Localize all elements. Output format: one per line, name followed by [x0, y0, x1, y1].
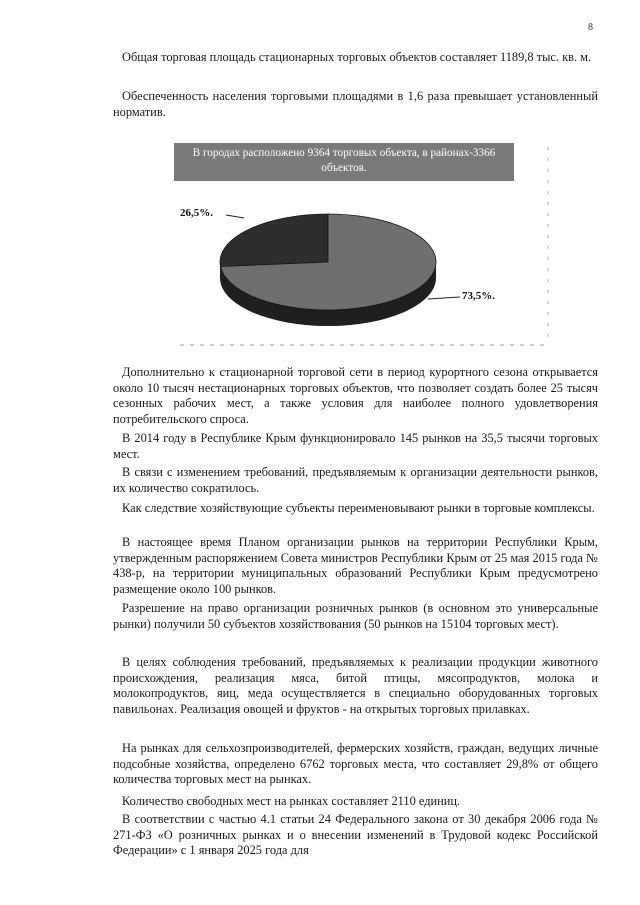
- page-number: 8: [588, 22, 593, 33]
- paragraph-renaming: Как следствие хозяйствующие субъекты переименовывают рынки в торговые комплексы.: [122, 501, 595, 515]
- paragraph-markets-2014: В 2014 году в Республике Крым функционировало 145 рынков на 35,5 тысячи торговых мест.: [113, 431, 598, 461]
- paragraph-free-places: Количество свободных мест на рынках составляет 2110 единиц.: [122, 794, 461, 808]
- slice-label-large: 73,5%.: [462, 290, 495, 302]
- pie-slice-small: [220, 214, 328, 267]
- paragraph-requirements: В связи с изменением требований, предъявляемым к организации деятельности рынков, их количество сократилось.: [113, 465, 598, 495]
- slice-label-small: 26,5%.: [180, 207, 213, 219]
- paragraph-law: В соответствии с частью 4.1 статьи 24 Федерального закона от 30 декабря 2006 года № 271-ФЗ «О розничных рынках и о внесении изменений в Трудовой кодекс Российской Федерации» с 1 января 2025 года для: [113, 812, 598, 858]
- leader-line-right: [428, 297, 460, 299]
- paragraph-animal-products: В целях соблюдения требований, предъявляемых к реализации продукции животного происхождения, реализация мяса, битой птицы, мясопродуктов, молока и молокопродуктов, яиц, меда осуществляется в специально оборудованных торговых павильонах. Реализация овощей и фруктов - на открытых торговых прилавках.: [113, 655, 598, 717]
- paragraph-retail-area: Общая торговая площадь стационарных торговых объектов составляет 1189,8 тыс. кв. м.: [122, 50, 592, 64]
- paragraph-permits: Разрешение на право организации розничных рынков (в основном это универсальные рынки) получили 50 субъектов хозяйствования (50 рынков на 15104 торговых мест).: [113, 601, 598, 631]
- paragraph-plan: В настоящее время Планом организации рынков на территории Республики Крым, утвержденным распоряжением Совета министров Республики Крым от 25 мая 2015 года № 438-р, на территории муниципальных образований Республики Крым предусмотрено размещение около 100 рынков.: [113, 535, 598, 597]
- paragraph-seasonal-trade: Дополнительно к стационарной торговой сети в период курортного сезона открывается около 10 тысяч нестационарных торговых объектов, что позволяет создать более 25 тысяч сезонных рабочих мест, а также условия для наиболее полного удовлетворения потребительского спроса.: [113, 365, 598, 427]
- pie-layer: [220, 214, 436, 326]
- pie-chart-figure: [160, 137, 552, 350]
- chart-title: В городах расположено 9364 торговых объекта, в районах-3366 объектов.: [174, 143, 514, 181]
- leader-line-left: [226, 215, 244, 218]
- paragraph-farmers: На рынках для сельхозпроизводителей, фермерских хозяйств, граждан, ведущих личные подсобные хозяйства, определено 6762 торговых места, что составляет 29,8% от общего количества торговых мест на рынках.: [113, 741, 598, 787]
- paragraph-provision: Обеспеченность населения торговыми площадями в 1,6 раза превышает установленный норматив.: [113, 89, 598, 119]
